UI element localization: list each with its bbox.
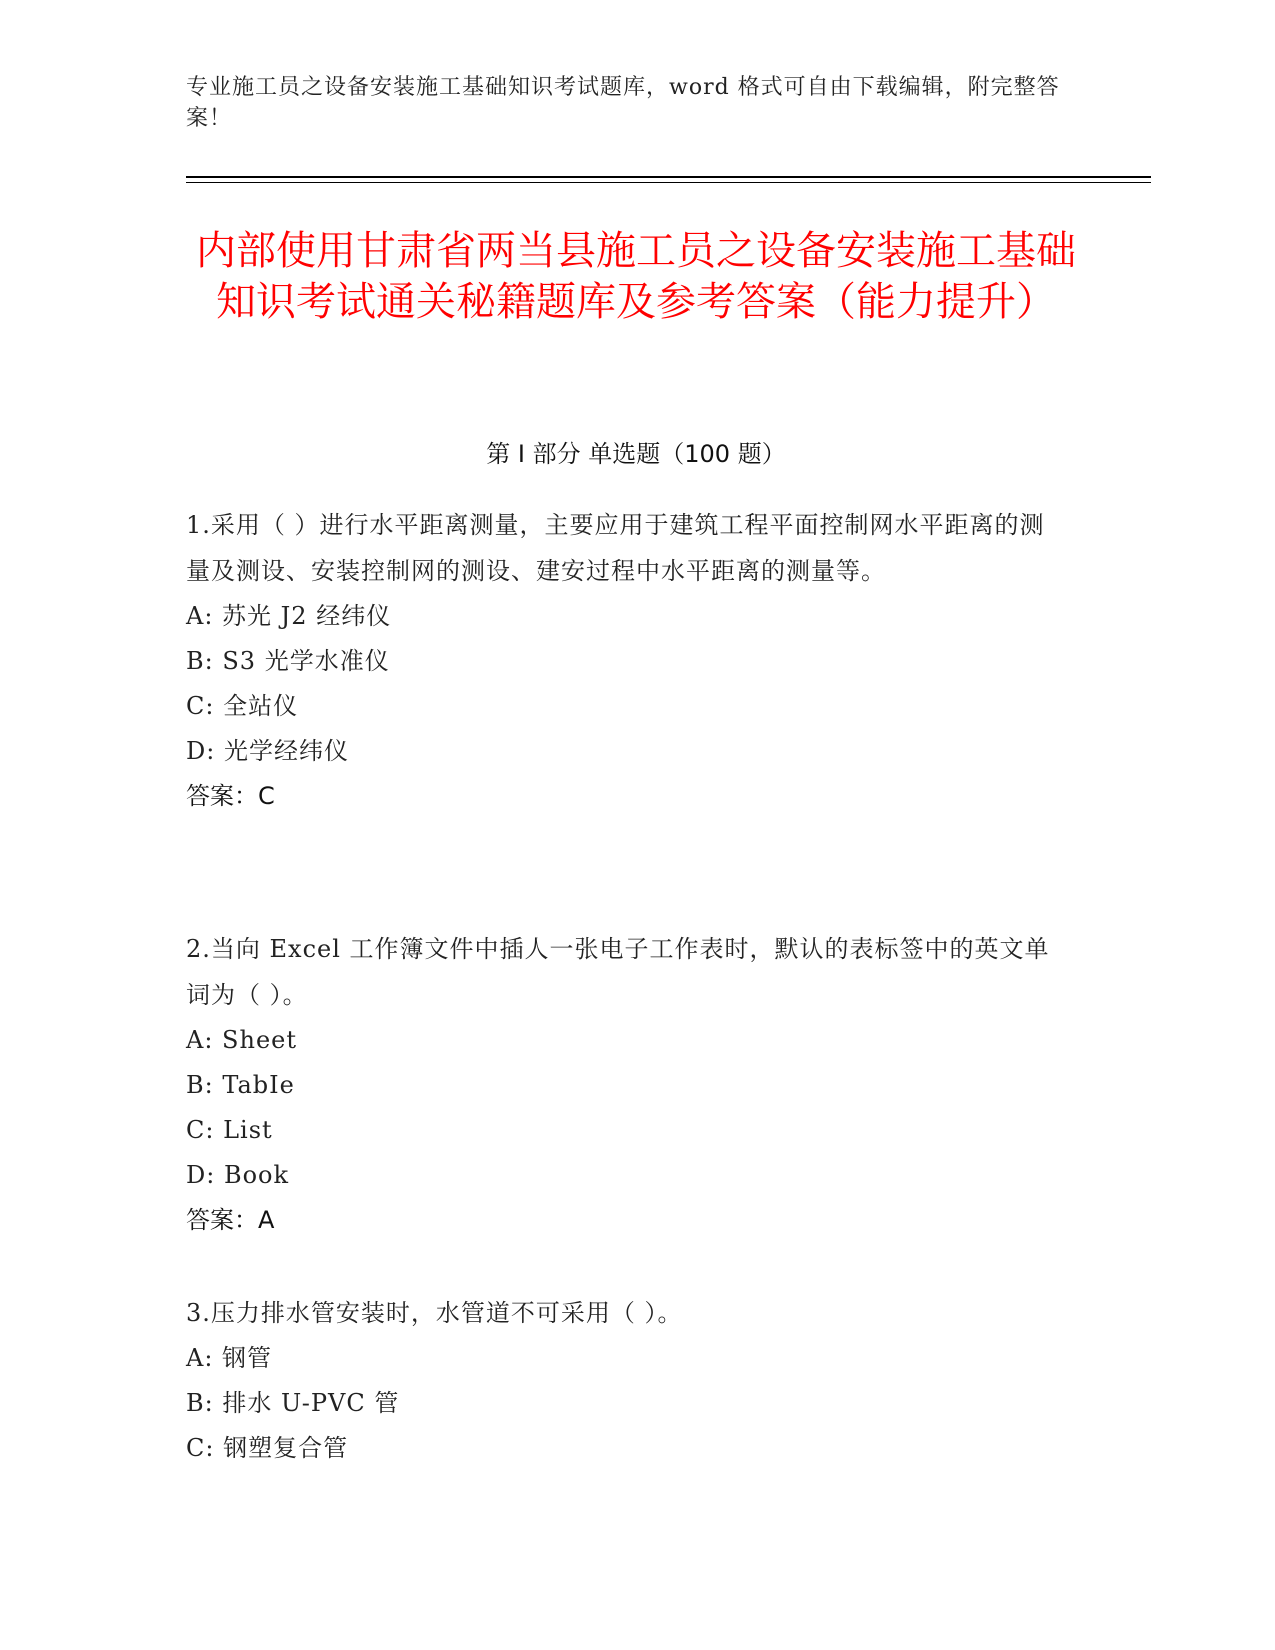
header-rule-thin	[186, 182, 1151, 183]
option-a: A: 苏光 J2 经纬仪	[186, 602, 392, 630]
section-heading: 第 I 部分 单选题（100 题）	[486, 440, 786, 468]
question-1	[186, 502, 1066, 819]
option-d: D: 光学经纬仪	[186, 737, 349, 765]
option-c: C: 钢塑复合管	[186, 1434, 349, 1462]
answer: 答案：C	[186, 782, 275, 810]
option-b: B: 排水 U-PVC 管	[186, 1389, 400, 1417]
question-stem: 2.当向 Excel 工作簿文件中插人一张电子工作表时，默认的表标签中的英文单词为（ ）。	[186, 935, 1050, 1009]
header-rule-thick	[186, 176, 1151, 178]
answer: 答案：A	[186, 1206, 275, 1234]
question-stem: 3.压力排水管安装时，水管道不可采用（ ）。	[186, 1299, 683, 1327]
option-b: B: S3 光学水准仪	[186, 647, 390, 675]
header-note: 专业施工员之设备安装施工基础知识考试题库，word 格式可自由下载编辑，附完整答案！	[186, 75, 1060, 131]
question-stem: 1.采用（ ）进行水平距离测量，主要应用于建筑工程平面控制网水平距离的测量及测设、安装控制网的测设、建安过程中水平距离的测量等。	[186, 511, 1045, 585]
option-d: D: Book	[186, 1161, 290, 1189]
question-3	[186, 1290, 1066, 1471]
question-2	[186, 926, 1066, 1243]
option-a: A: Sheet	[186, 1026, 297, 1054]
option-c: C: List	[186, 1116, 273, 1144]
option-c: C: 全站仪	[186, 692, 299, 720]
option-a: A: 钢管	[186, 1344, 273, 1372]
document-title: 内部使用甘肃省两当县施工员之设备安装施工基础知识考试通关秘籍题库及参考答案（能力提升）	[196, 228, 1076, 325]
option-b: B: TabIe	[186, 1071, 295, 1099]
